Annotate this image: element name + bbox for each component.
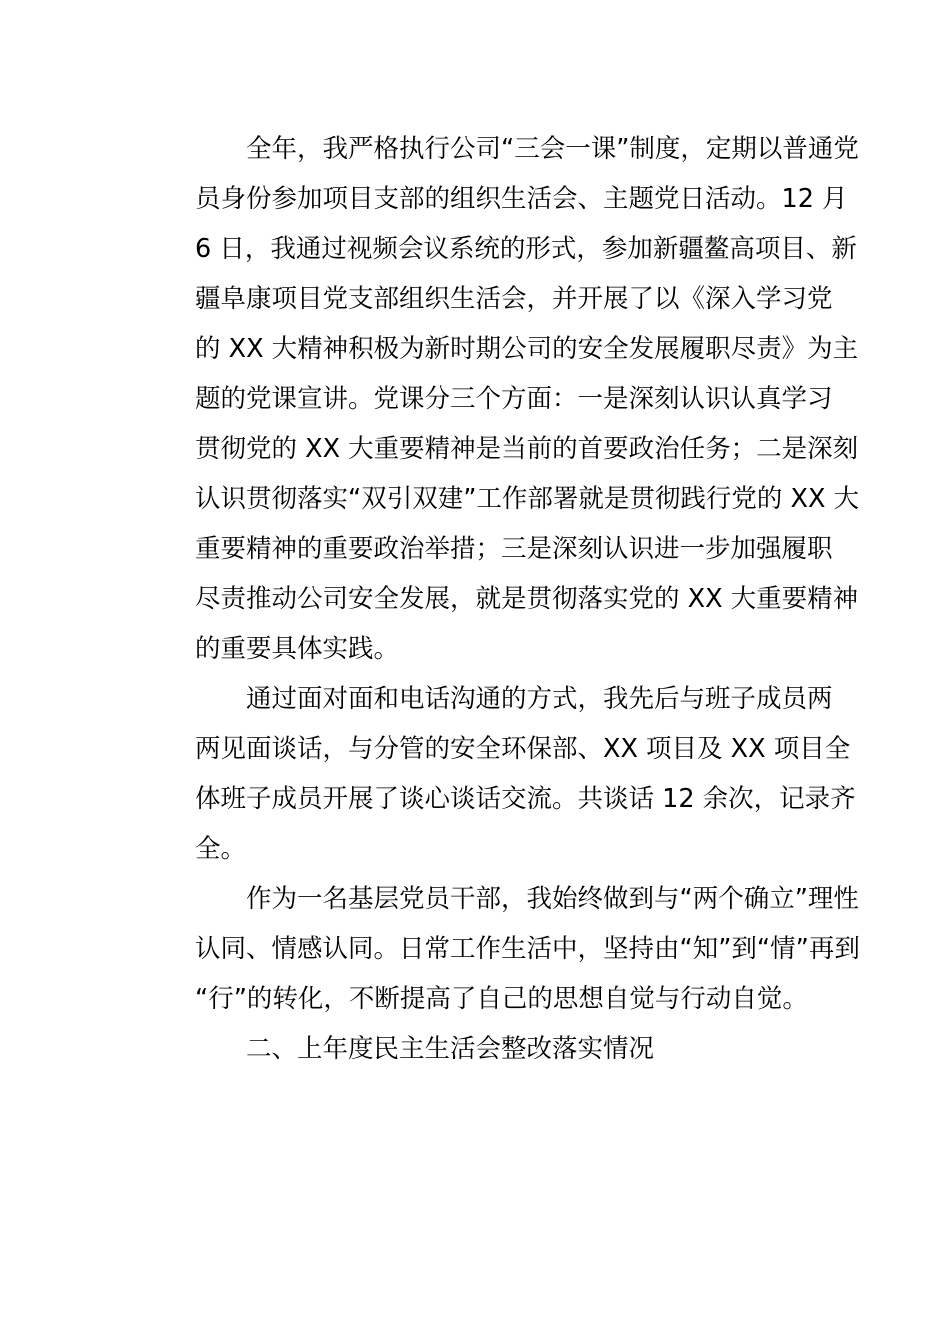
text-line: 贯彻党的 XX 大重要精神是当前的首要政治任务；二是深刻 xyxy=(195,434,859,464)
text-line: 的 XX 大精神积极为新时期公司的安全发展履职尽责》为主 xyxy=(195,334,859,364)
section-heading-rectification xyxy=(144,1024,808,1074)
text-line: 认同、情感认同。日常工作生活中，坚持由“知”到“情”再到 xyxy=(195,934,860,964)
text-line: 两见面谈话，与分管的安全环保部、XX 项目及 XX 项目全 xyxy=(195,734,851,764)
text-line: 员身份参加项目支部的组织生活会、主题党日活动。12 月 xyxy=(195,184,848,214)
paragraph-two-establishments xyxy=(144,874,860,1024)
text-line: 通过面对面和电话沟通的方式，我先后与班子成员两 xyxy=(246,684,833,714)
text-line: 6 日，我通过视频会议系统的形式，参加新疆鳌高项目、新 xyxy=(195,234,857,264)
document-body xyxy=(144,124,860,1074)
text-line: 题的党课宣讲。党课分三个方面：一是深刻认识认真学习 xyxy=(195,384,833,414)
paragraph-party-life-meetings xyxy=(144,124,860,674)
section-heading: 二、上年度民主生活会整改落实情况 xyxy=(246,1034,655,1064)
text-line: 尽责推动公司安全发展，就是贯彻落实党的 XX 大重要精神 xyxy=(195,584,859,614)
text-line: 作为一名基层党员干部，我始终做到与“两个确立”理性 xyxy=(246,884,859,914)
text-line: “行”的转化，不断提高了自己的思想自觉与行动自觉。 xyxy=(195,984,808,1014)
text-line: 的重要具体实践。 xyxy=(195,634,400,664)
text-line: 全。 xyxy=(195,834,247,864)
text-line: 认识贯彻落实“双引双建”工作部署就是贯彻践行党的 XX 大 xyxy=(195,484,860,514)
text-line: 体班子成员开展了谈心谈话交流。共谈话 12 余次，记录齐 xyxy=(195,784,856,814)
text-line: 疆阜康项目党支部组织生活会，并开展了以《深入学习党 xyxy=(195,284,833,314)
paragraph-heart-to-heart-talks xyxy=(144,674,856,874)
text-line: 重要精神的重要政治举措；三是深刻认识进一步加强履职 xyxy=(195,534,833,564)
text-line: 全年，我严格执行公司“三会一课”制度，定期以普通党 xyxy=(246,134,859,164)
